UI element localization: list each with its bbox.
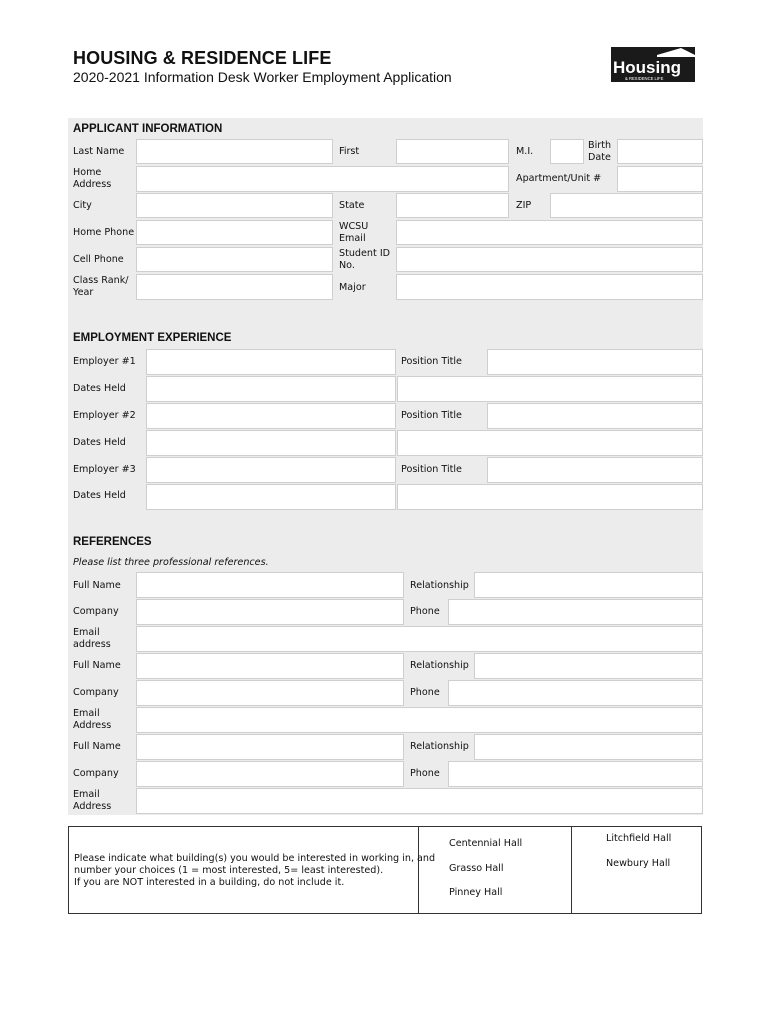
- grasso-hall-option[interactable]: Grasso Hall: [449, 863, 504, 874]
- apartment-field[interactable]: [617, 166, 703, 192]
- ref2-full-name-field[interactable]: [136, 653, 404, 679]
- position3-label: Position Title: [401, 464, 462, 475]
- ref3-full-name-field[interactable]: [136, 734, 404, 760]
- housing-logo: [611, 47, 695, 82]
- ref2-relationship-field[interactable]: [474, 653, 703, 679]
- logo-small: & RESIDENCE LIFE: [625, 76, 664, 81]
- position2-label: Position Title: [401, 410, 462, 421]
- ref1-company-label: Company: [73, 606, 119, 617]
- last-name-label: Last Name: [73, 146, 125, 157]
- dates2-extra-field[interactable]: [397, 430, 703, 456]
- ref3-company-label: Company: [73, 768, 119, 779]
- ref2-full-name-label: Full Name: [73, 660, 121, 671]
- dates3-extra-field[interactable]: [397, 484, 703, 510]
- ref3-phone-field[interactable]: [448, 761, 703, 787]
- zip-field[interactable]: [550, 193, 703, 218]
- pinney-hall-option[interactable]: Pinney Hall: [449, 887, 503, 898]
- centennial-hall-option[interactable]: Centennial Hall: [449, 838, 523, 849]
- state-field[interactable]: [396, 193, 509, 218]
- applicant-heading: APPLICANT INFORMATION: [73, 123, 223, 135]
- cell-phone-label: Cell Phone: [73, 254, 124, 265]
- position2-field[interactable]: [487, 403, 703, 429]
- ref2-email-label: Email Address: [73, 708, 112, 731]
- cell-phone-field[interactable]: [136, 247, 333, 272]
- ref3-phone-label: Phone: [410, 768, 440, 779]
- first-name-label: First: [339, 146, 360, 157]
- major-field[interactable]: [396, 274, 703, 300]
- ref3-relationship-label: Relationship: [410, 741, 469, 752]
- position1-field[interactable]: [487, 349, 703, 375]
- birth-date-label: Birth Date: [588, 140, 612, 163]
- ref1-phone-field[interactable]: [448, 599, 703, 625]
- dates3-label: Dates Held: [73, 490, 126, 501]
- ref3-email-label: Email Address: [73, 789, 112, 812]
- ref3-email-field[interactable]: [136, 788, 703, 814]
- ref1-email-field[interactable]: [136, 626, 703, 652]
- logo-text: Housing: [613, 58, 681, 77]
- ref2-email-field[interactable]: [136, 707, 703, 733]
- dates1-extra-field[interactable]: [397, 376, 703, 402]
- references-heading: REFERENCES: [73, 536, 152, 548]
- page-title: HOUSING & RESIDENCE LIFE: [73, 48, 332, 68]
- student-id-label: Student ID No.: [339, 248, 391, 271]
- zip-label: ZIP: [516, 200, 532, 211]
- building-instructions-2: number your choices (1 = most interested, 5= least interested).: [74, 865, 384, 876]
- employment-heading: EMPLOYMENT EXPERIENCE: [73, 332, 232, 344]
- employer2-field[interactable]: [146, 403, 396, 429]
- page-subtitle: 2020-2021 Information Desk Worker Employment Application: [73, 69, 452, 85]
- home-phone-field[interactable]: [136, 220, 333, 245]
- dates1-label: Dates Held: [73, 383, 126, 394]
- ref2-relationship-label: Relationship: [410, 660, 469, 671]
- employer3-label: Employer #3: [73, 464, 136, 475]
- dates1-field[interactable]: [146, 376, 396, 402]
- dates2-label: Dates Held: [73, 437, 126, 448]
- apartment-label: Apartment/Unit #: [516, 173, 602, 184]
- dates2-field[interactable]: [146, 430, 396, 456]
- ref1-email-label: Email address: [73, 627, 111, 650]
- last-name-field[interactable]: [136, 139, 333, 164]
- ref3-company-field[interactable]: [136, 761, 404, 787]
- ref2-company-field[interactable]: [136, 680, 404, 706]
- birth-date-field[interactable]: [617, 139, 703, 164]
- ref1-relationship-field[interactable]: [474, 572, 703, 598]
- ref2-phone-field[interactable]: [448, 680, 703, 706]
- employer2-label: Employer #2: [73, 410, 136, 421]
- ref3-full-name-label: Full Name: [73, 741, 121, 752]
- class-rank-field[interactable]: [136, 274, 333, 300]
- home-phone-label: Home Phone: [73, 227, 135, 238]
- home-address-field[interactable]: [136, 166, 509, 192]
- dates3-field[interactable]: [146, 484, 396, 510]
- references-note: Please list three professional references.: [73, 557, 269, 568]
- city-label: City: [73, 200, 92, 211]
- newbury-hall-option[interactable]: Newbury Hall: [606, 858, 671, 869]
- employer1-label: Employer #1: [73, 356, 136, 367]
- ref1-full-name-field[interactable]: [136, 572, 404, 598]
- position3-field[interactable]: [487, 457, 703, 483]
- ref1-phone-label: Phone: [410, 606, 440, 617]
- employer3-field[interactable]: [146, 457, 396, 483]
- ref2-company-label: Company: [73, 687, 119, 698]
- building-instructions-1: Please indicate what building(s) you would be interested in working in, and: [74, 853, 436, 864]
- position1-label: Position Title: [401, 356, 462, 367]
- ref2-phone-label: Phone: [410, 687, 440, 698]
- employer1-field[interactable]: [146, 349, 396, 375]
- wcsu-email-label: WCSU Email: [339, 221, 369, 244]
- building-instructions-3: If you are NOT interested in a building, do not include it.: [74, 877, 345, 888]
- major-label: Major: [339, 282, 366, 293]
- city-field[interactable]: [136, 193, 333, 218]
- ref1-full-name-label: Full Name: [73, 580, 121, 591]
- building-divider-1: [418, 826, 419, 914]
- litchfield-hall-option[interactable]: Litchfield Hall: [606, 833, 672, 844]
- state-label: State: [339, 200, 365, 211]
- building-divider-2: [571, 826, 572, 914]
- ref1-company-field[interactable]: [136, 599, 404, 625]
- ref1-relationship-label: Relationship: [410, 580, 469, 591]
- student-id-field[interactable]: [396, 247, 703, 272]
- wcsu-email-field[interactable]: [396, 220, 703, 245]
- class-rank-label: Class Rank/ Year: [73, 275, 129, 298]
- mi-label: M.I.: [516, 146, 534, 157]
- first-name-field[interactable]: [396, 139, 509, 164]
- ref3-relationship-field[interactable]: [474, 734, 703, 760]
- home-address-label: Home Address: [73, 167, 112, 190]
- mi-field[interactable]: [550, 139, 584, 164]
